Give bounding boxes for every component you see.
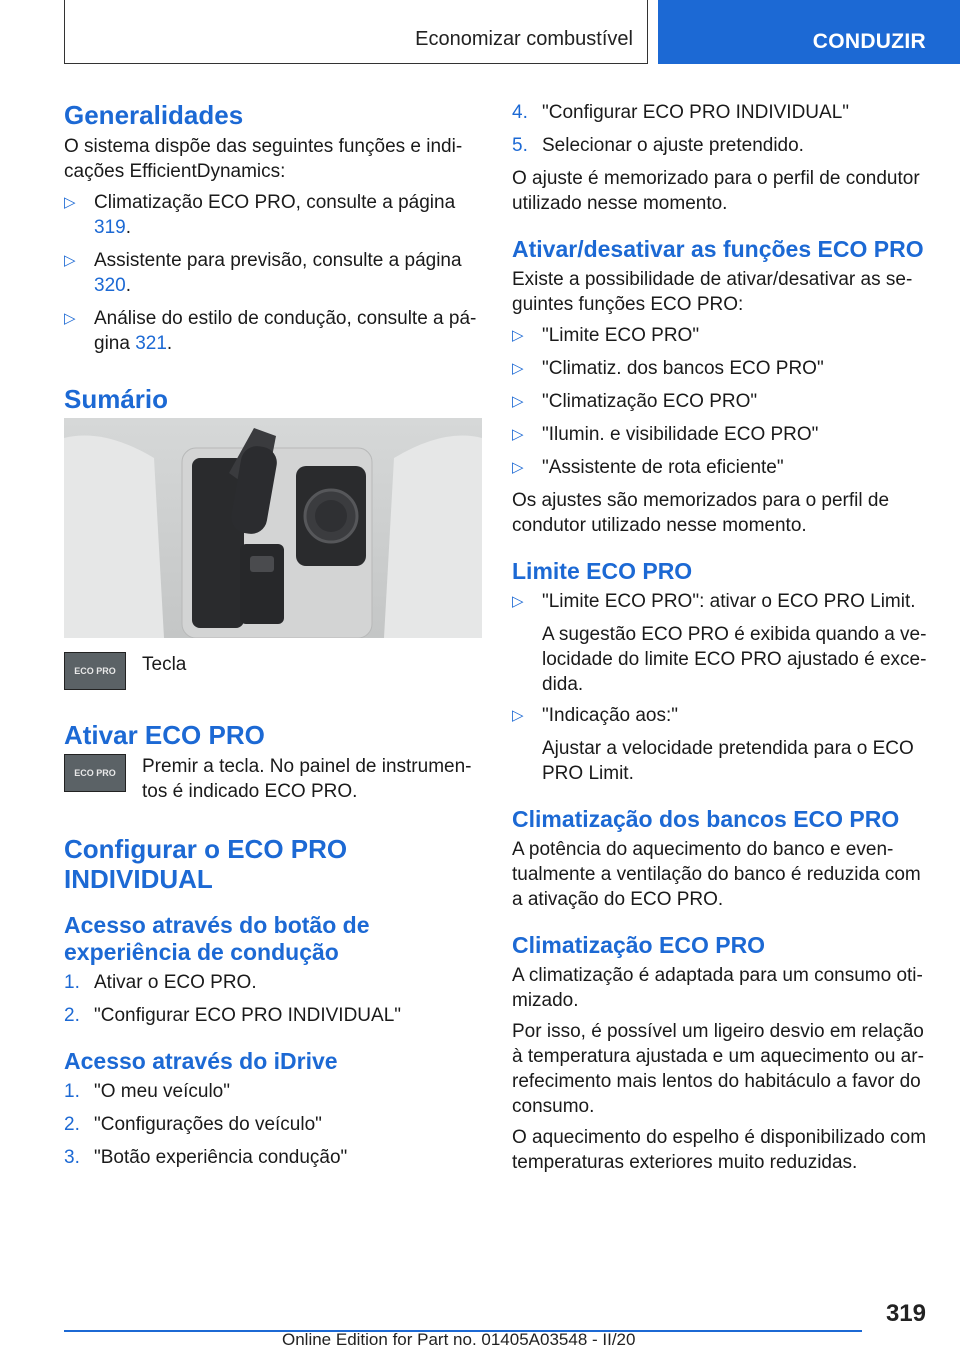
ativar-funcoes-intro: Existe a possibilidade de ativar/desativar as seguintes funções ECO PRO: (512, 269, 913, 315)
center-console-photo (64, 418, 482, 638)
list-item: 1. "O meu veículo" (64, 1081, 230, 1102)
bullet-item: ▷ "Ilumin. e visibilidade ECO PRO" (512, 424, 819, 445)
memo-text: O ajuste é memorizado para o perfil de condutor utilizado nesse momento. (512, 168, 920, 214)
limite-detail-2: Ajustar a velocidade pretendida para o ECO PRO Limit. (542, 738, 914, 784)
generalidades-intro: O sistema dispõe das seguintes funções e indicações EfficientDynamics: (64, 136, 463, 182)
heading-generalidades: Generalidades (64, 100, 244, 130)
header-chapter-tab (658, 0, 960, 64)
list-item: 5. Selecionar o ajuste pretendido. (512, 135, 804, 156)
bullet-item: ▷ "Climatização ECO PRO" (512, 391, 758, 412)
triangle-bullet-icon: ▷ (512, 426, 524, 443)
heading-sumario: Sumário (64, 384, 169, 414)
triangle-bullet-icon: ▷ (512, 707, 524, 724)
heading-limite: Limite ECO PRO (512, 558, 693, 584)
bullet-item: ▷ Assistente para previsão, consulte a página 320. (64, 250, 462, 296)
climatizacao-p3: O aquecimento do espelho é disponibilizado com temperaturas exteriores muito reduzidas. (512, 1127, 927, 1173)
bullet-item: ▷ "Assistente de rota eficiente" (512, 457, 784, 478)
ativar-instruction (64, 754, 482, 804)
triangle-bullet-icon: ▷ (64, 310, 76, 327)
triangle-bullet-icon: ▷ (512, 327, 524, 344)
bullet-item: ▷ "Limite ECO PRO": ativar o ECO PRO Limit. (512, 591, 916, 612)
bullet-item: ▷ "Limite ECO PRO" (512, 325, 700, 346)
eco-pro-key-icon: ECO PRO (64, 652, 126, 690)
triangle-bullet-icon: ▷ (512, 593, 524, 610)
heading-acesso-idrive: Acesso através do iDrive (64, 1048, 338, 1074)
heading-climatizacao: Climatização ECO PRO (512, 932, 766, 958)
climatizacao-p1: A climatização é adaptada para um consumo otimizado. (512, 965, 923, 1011)
eco-pro-key-icon: ECO PRO (64, 754, 126, 792)
bullet-item: ▷ Climatização ECO PRO, consulte a página 319. (64, 192, 456, 238)
bancos-text: A potência do aquecimento do banco e eventualmente a ventilação do banco é reduzida com a ativação do ECO PRO. (512, 839, 921, 910)
heading-ativar-desativar: Ativar/desativar as funções ECO PRO (512, 236, 924, 262)
list-item: 3. "Botão experiência condução" (64, 1147, 348, 1168)
list-item: 2. "Configurar ECO PRO INDIVIDUAL" (64, 1005, 402, 1026)
bullet-item: ▷ Análise do estilo de condução, consulte a página 321. (64, 308, 477, 354)
triangle-bullet-icon: ▷ (64, 252, 76, 269)
ativar-text: Premir a tecla. No painel de instrumentos é indicado ECO PRO. (142, 756, 472, 802)
bullet-item: ▷ "Indicação aos:" (512, 705, 679, 726)
triangle-bullet-icon: ▷ (512, 459, 524, 476)
heading-configurar: Configurar o ECO PRO INDIVIDUAL (64, 834, 348, 894)
triangle-bullet-icon: ▷ (512, 360, 524, 377)
right-column (512, 100, 928, 1181)
list-item: 1. Ativar o ECO PRO. (64, 972, 257, 993)
page-link[interactable]: 320 (94, 275, 126, 296)
heading-ativar-eco-pro: Ativar ECO PRO (64, 720, 265, 750)
list-item: 4. "Configurar ECO PRO INDIVIDUAL" (512, 102, 850, 123)
page-link[interactable]: 319 (94, 217, 126, 238)
ativar-funcoes-memo: Os ajustes são memorizados para o perfil de condutor utilizado nesse momento. (512, 490, 890, 536)
triangle-bullet-icon: ▷ (512, 393, 524, 410)
list-item: 2. "Configurações do veículo" (64, 1114, 322, 1135)
triangle-bullet-icon: ▷ (64, 194, 76, 211)
left-column (64, 100, 482, 1178)
header-section-label: Economizar combustível (415, 28, 633, 50)
page-link[interactable]: 321 (135, 333, 167, 354)
header-chapter-label: CONDUZIR (812, 30, 926, 53)
heading-acesso-botao: Acesso através do botão de experiência de condução (64, 912, 370, 965)
heading-bancos: Climatização dos bancos ECO PRO (512, 806, 900, 832)
bullet-item: ▷ "Climatiz. dos bancos ECO PRO" (512, 358, 824, 379)
key-legend (64, 652, 482, 690)
limite-detail-1: A sugestão ECO PRO é exibida quando a velocidade do limite ECO PRO ajustado é excedida. (542, 624, 927, 695)
climatizacao-p2: Por isso, é possível um ligeiro desvio em relação à temperatura ajustada e um aquecimento ou arrefecimento mais lentos do habitáculo a favor do consumo. (512, 1021, 924, 1117)
key-caption: Tecla (142, 654, 187, 675)
footer-edition: Online Edition for Part no. 01405A03548 - II/20 (282, 1330, 636, 1349)
page-number: 319 (885, 1300, 926, 1327)
header-section-tab (64, 0, 648, 64)
